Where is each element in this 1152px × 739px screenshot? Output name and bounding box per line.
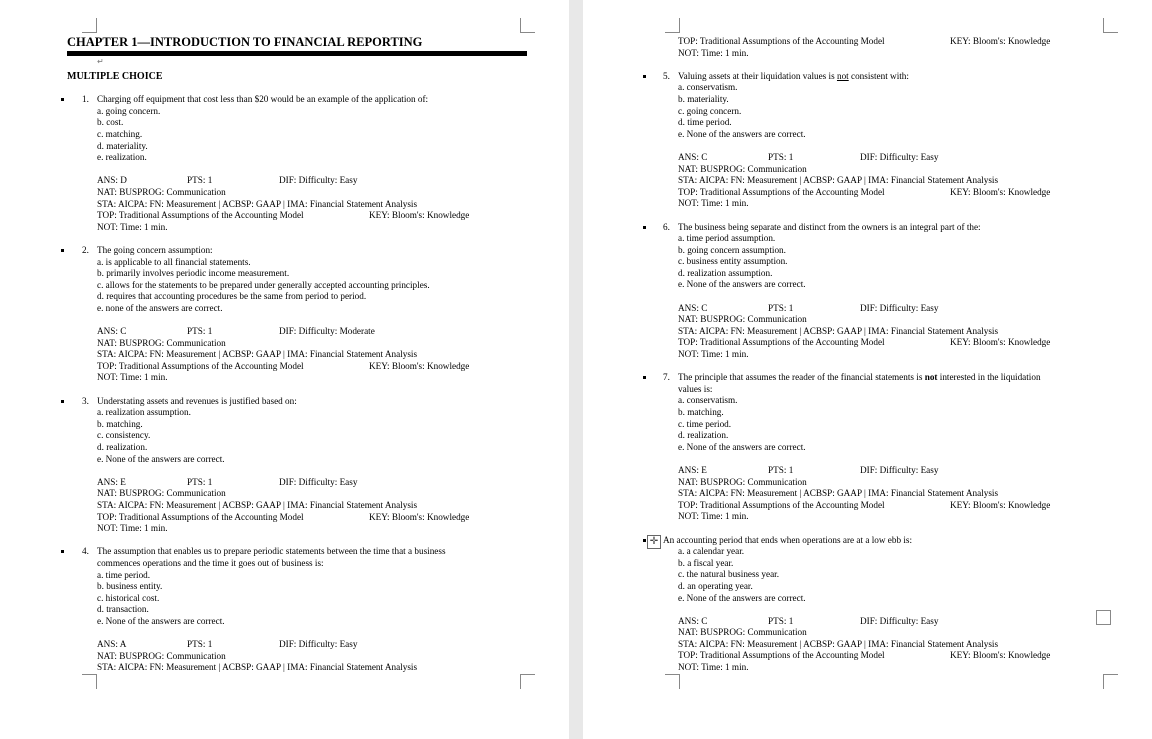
crop-mark-bottom-left xyxy=(82,674,97,689)
not-meta: NOT: Time: 1 min. xyxy=(678,349,749,360)
blank-line xyxy=(67,164,527,176)
option-c: c. matching. xyxy=(97,128,143,139)
not-meta: NOT: Time: 1 min. xyxy=(97,372,168,383)
question-stem: 1. Charging off equipment that cost less than $20 would be an example of the application of: xyxy=(82,94,429,105)
sta-meta: STA: AICPA: FN: Measurement | ACBSP: GAAP | IMA: Financial Statement Analysis xyxy=(678,325,999,336)
option-e: e. realization. xyxy=(97,152,147,163)
option-d: d. requires that accounting procedures be the same from period to period. xyxy=(97,291,367,302)
list-bullet xyxy=(643,539,646,542)
option-c: c. consistency. xyxy=(97,430,151,441)
option-e: e. None of the answers are correct. xyxy=(678,441,806,452)
nat-meta: NAT: BUSPROG: Communication xyxy=(678,163,807,174)
option-d: d. an operating year. xyxy=(678,580,753,591)
blank-line xyxy=(67,83,527,95)
question-5[interactable] xyxy=(648,71,1131,210)
question-stem: 2. The going concern assumption: xyxy=(82,244,213,255)
answer-meta: ANS: E PTS: 1 DIF: Difficulty: Easy xyxy=(97,476,358,487)
list-bullet xyxy=(643,75,646,78)
option-a: a. is applicable to all financial statements. xyxy=(97,256,251,267)
option-e: e. None of the answers are correct. xyxy=(97,453,225,464)
answer-meta: ANS: C PTS: 1 DIF: Difficulty: Moderate xyxy=(97,326,375,337)
continued-not-meta: NOT: Time: 1 min. xyxy=(678,47,749,58)
option-c: c. business entity assumption. xyxy=(678,256,788,267)
answer-meta: ANS: C PTS: 1 DIF: Difficulty: Easy xyxy=(648,616,1131,628)
not-meta: NOT: Time: 1 min. xyxy=(678,198,749,209)
answer-meta: ANS: A PTS: 1 DIF: Difficulty: Easy xyxy=(97,639,358,650)
option-e: e. None of the answers are correct. xyxy=(678,279,806,290)
option-b: b. matching. xyxy=(678,407,724,417)
list-bullet xyxy=(61,249,64,252)
top-meta: TOP: Traditional Assumptions of the Accounting Model KEY: Bloom's: Knowledge xyxy=(97,210,470,221)
option-b: b. cost. xyxy=(97,117,124,128)
crop-mark-bottom-right xyxy=(520,674,535,689)
section-title: MULTIPLE CHOICE xyxy=(67,70,163,82)
option-e: e. None of the answers are correct. xyxy=(678,592,806,603)
option-a: a. time period assumption. xyxy=(678,233,776,244)
option-b: b. materiality. xyxy=(678,93,729,104)
question-2[interactable] xyxy=(67,245,527,384)
blank-line xyxy=(661,210,1131,222)
option-a: a. a calendar year. xyxy=(678,546,745,557)
sta-meta: STA: AICPA: FN: Measurement | ACBSP: GAAP | IMA: Financial Statement Analysis xyxy=(678,638,999,649)
blank-line xyxy=(648,604,1131,616)
blank-line xyxy=(67,233,527,245)
sta-meta: STA: AICPA: FN: Measurement | ACBSP: GAAP | IMA: Financial Statement Analysis xyxy=(97,198,418,209)
move-arrows-icon[interactable]: ✛ xyxy=(647,535,661,549)
list-bullet xyxy=(61,98,64,101)
option-d: d. realization. xyxy=(97,442,148,452)
nat-meta: NAT: BUSPROG: Communication xyxy=(97,337,226,348)
option-a: a. going concern. xyxy=(97,105,161,116)
blank-line xyxy=(648,140,1131,152)
page-2-body[interactable] xyxy=(649,36,1131,674)
blank-line xyxy=(67,628,527,640)
option-c: c. allows for the statements to be prepared under generally accepted accounting principles. xyxy=(97,279,430,290)
option-e: e. none of the answers are correct. xyxy=(97,302,223,313)
option-a: a. time period. xyxy=(97,569,151,580)
question-1[interactable] xyxy=(67,94,527,233)
not-meta: NOT: Time: 1 min. xyxy=(97,523,168,534)
page-1-body[interactable] xyxy=(67,0,527,674)
nat-meta: NAT: BUSPROG: Communication xyxy=(678,627,807,638)
nat-meta: NAT: BUSPROG: Communication xyxy=(97,488,226,499)
blank-line xyxy=(648,291,1131,303)
nat-meta: NAT: BUSPROG: Communication xyxy=(97,186,226,197)
list-bullet xyxy=(643,376,646,379)
blank-line xyxy=(67,465,527,477)
list-bullet xyxy=(61,550,64,553)
blank-line xyxy=(661,361,1131,373)
option-c: c. going concern. xyxy=(678,105,742,116)
crop-mark-top-right xyxy=(1103,18,1118,33)
crop-mark-bottom-left xyxy=(665,674,680,689)
nat-meta: NAT: BUSPROG: Communication xyxy=(97,650,226,661)
blank-line xyxy=(661,59,1131,71)
option-c: c. historical cost. xyxy=(97,592,160,603)
question-stem-continued: values is: xyxy=(678,383,713,394)
question-8[interactable] xyxy=(648,535,1131,674)
option-d: d. time period. xyxy=(678,117,732,128)
option-b: b. matching. xyxy=(97,418,143,429)
option-b: b. business entity. xyxy=(97,581,163,592)
answer-meta: ANS: D PTS: 1 DIF: Difficulty: Easy xyxy=(97,175,358,186)
top-meta: TOP: Traditional Assumptions of the Accounting Model KEY: Bloom's: Knowledge xyxy=(97,360,470,371)
top-meta: TOP: Traditional Assumptions of the Accounting Model KEY: Bloom's: Knowledge xyxy=(678,499,1051,510)
top-meta: TOP: Traditional Assumptions of the Accounting Model KEY: Bloom's: Knowledge xyxy=(97,511,470,522)
blank-line xyxy=(67,384,527,396)
not-meta: NOT: Time: 1 min. xyxy=(678,662,749,673)
table-resize-handle[interactable] xyxy=(1096,610,1111,625)
answer-meta: ANS: C PTS: 1 DIF: Difficulty: Easy xyxy=(678,151,939,162)
option-d: d. materiality. xyxy=(97,140,148,151)
option-e: e. None of the answers are correct. xyxy=(678,128,806,139)
option-b: b. a fiscal year. xyxy=(678,557,734,568)
question-3[interactable] xyxy=(67,396,527,535)
option-d: d. transaction. xyxy=(97,604,149,615)
option-d: d. realization. xyxy=(678,430,729,441)
question-6[interactable] xyxy=(648,222,1131,361)
question-stem: ✛ An accounting period that ends when operations are at a low ebb is: xyxy=(648,535,1131,547)
answer-meta: ANS: C PTS: 1 DIF: Difficulty: Easy xyxy=(678,302,939,313)
blank-line xyxy=(661,523,1131,535)
sta-meta: STA: AICPA: FN: Measurement | ACBSP: GAAP | IMA: Financial Statement Analysis xyxy=(97,499,418,510)
option-b: b. primarily involves periodic income measurement. xyxy=(97,268,290,279)
sta-meta: STA: AICPA: FN: Measurement | ACBSP: GAAP | IMA: Financial Statement Analysis xyxy=(97,349,418,360)
option-a: a. realization assumption. xyxy=(97,407,191,418)
sta-meta: STA: AICPA: FN: Measurement | ACBSP: GAAP | IMA: Financial Statement Analysis xyxy=(97,662,418,673)
question-7[interactable] xyxy=(648,372,1131,523)
option-a: a. conservatism. xyxy=(678,395,738,406)
nat-meta: NAT: BUSPROG: Communication xyxy=(678,476,807,487)
top-meta: TOP: Traditional Assumptions of the Accounting Model KEY: Bloom's: Knowledge xyxy=(678,650,1051,661)
blank-line xyxy=(67,314,527,326)
nat-meta: NAT: BUSPROG: Communication xyxy=(678,314,807,325)
option-b: b. going concern assumption. xyxy=(678,244,786,255)
question-stem-continued: commences operations and the time it goes out of business is: xyxy=(97,557,324,568)
question-stem: 3. Understating assets and revenues is justified based on: xyxy=(82,395,297,406)
sta-meta: STA: AICPA: FN: Measurement | ACBSP: GAAP | IMA: Financial Statement Analysis xyxy=(678,488,999,499)
top-meta: TOP: Traditional Assumptions of the Accounting Model KEY: Bloom's: Knowledge xyxy=(678,186,1051,197)
option-a: a. conservatism. xyxy=(678,82,738,93)
not-meta: NOT: Time: 1 min. xyxy=(678,511,749,522)
answer-meta: ANS: E PTS: 1 DIF: Difficulty: Easy xyxy=(678,464,939,475)
question-stem: 7. The principle that assumes the reader of the financial statements is not interested in the liquidation xyxy=(663,372,1041,383)
option-e: e. None of the answers are correct. xyxy=(97,615,225,626)
list-bullet xyxy=(643,226,646,229)
crop-mark-bottom-right xyxy=(1103,674,1118,689)
question-stem: 5. Valuing assets at their liquidation values is not consistent with: xyxy=(663,70,909,81)
document-page-2[interactable] xyxy=(583,0,1152,739)
sta-meta: STA: AICPA: FN: Measurement | ACBSP: GAAP | IMA: Financial Statement Analysis xyxy=(678,175,999,186)
list-bullet xyxy=(61,400,64,403)
paragraph-mark: ↵ xyxy=(97,57,104,66)
chapter-title: CHAPTER 1—INTRODUCTION TO FINANCIAL REPORTING xyxy=(67,34,527,56)
crop-mark-top-left xyxy=(665,18,680,33)
question-stem: 4. The assumption that enables us to prepare periodic statements between the time that a business xyxy=(82,546,446,557)
option-c: c. time period. xyxy=(678,418,732,429)
document-page-1[interactable] xyxy=(0,0,569,739)
question-stem: 6. The business being separate and distinct from the owners is an integral part of the: xyxy=(663,221,981,232)
blank-line xyxy=(648,453,1131,465)
question-4[interactable] xyxy=(67,546,527,674)
option-d: d. realization assumption. xyxy=(678,267,773,278)
top-meta: TOP: Traditional Assumptions of the Accounting Model KEY: Bloom's: Knowledge xyxy=(678,337,1051,348)
option-c: c. the natural business year. xyxy=(678,569,780,580)
continued-top-meta: TOP: Traditional Assumptions of the Accounting Model KEY: Bloom's: Knowledge xyxy=(678,36,1051,46)
not-meta: NOT: Time: 1 min. xyxy=(97,221,168,232)
blank-line xyxy=(67,535,527,547)
